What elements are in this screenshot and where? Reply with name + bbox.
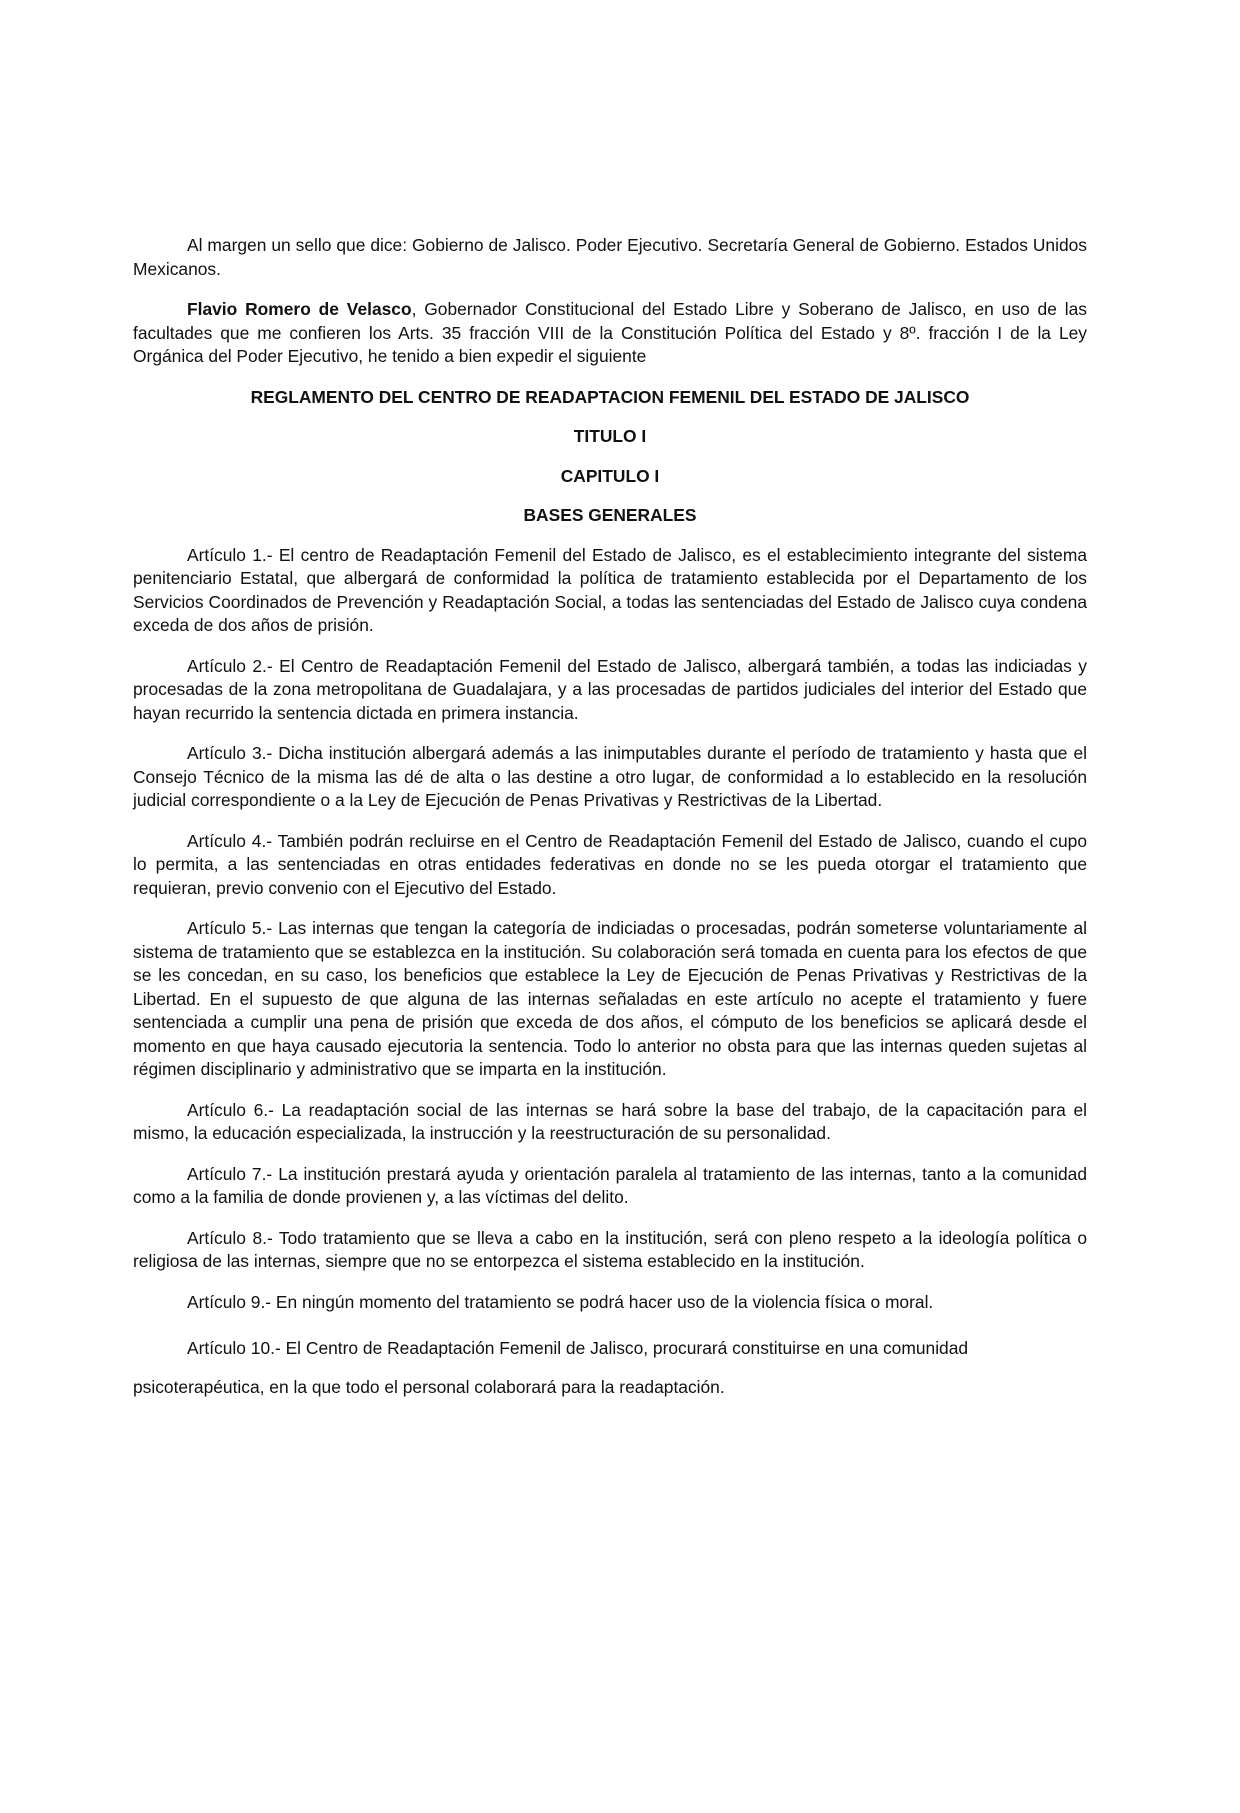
article-3: Artículo 3.- Dicha institución albergará además a las inimputables durante el período de tratamiento y hasta que el Consejo Técnico de la misma las dé de alta o las destine a otro lugar, de conformidad a lo establecido en la resolución judicial correspondiente o a la Ley de Ejecución de Penas Privativas y Restrictivas de la Libertad.: [133, 743, 1087, 810]
titulo-heading: TITULO I: [573, 426, 647, 446]
document-page: [133, 234, 1087, 1424]
article-8: Artículo 8.- Todo tratamiento que se lleva a cabo en la institución, será con pleno respeto a la ideología política o religiosa de las internas, siempre que no se entorpezca el sistema establecido en la institución.: [133, 1227, 1087, 1271]
capitulo-heading: CAPITULO I: [560, 465, 660, 486]
article-10: Artículo 10.- El Centro de Readaptación Femenil de Jalisco, procurará constituirse en una comunidad psicoterapéutica, en la que todo el personal colaborará para la readaptación.: [133, 1338, 969, 1397]
article-4: Artículo 4.- También podrán recluirse en el Centro de Readaptación Femenil del Estado de Jalisco, cuando el cupo lo permita, a las sentenciadas en otras entidades federativas en donde no se les pueda otorgar el tratamiento que requieran, previo convenio con el Ejecutivo del Estado.: [133, 830, 1087, 898]
article-7: Artículo 7.- La institución prestará ayuda y orientación paralela al tratamiento de las internas, tanto a la comunidad como a la familia de donde provienen y, a las víctimas del delito.: [133, 1163, 1087, 1207]
section-heading: BASES GENERALES: [523, 505, 697, 525]
article-2: Artículo 2.- El Centro de Readaptación Femenil del Estado de Jalisco, albergará también, a todas las indiciadas y procesadas de la zona metropolitana de Guadalajara, y a las procesadas de partidos judiciales del interior del Estado que hayan recurrido la sentencia dictada en primera instancia.: [133, 655, 1087, 723]
governor-paragraph: [133, 298, 1087, 369]
governor-text: , Gobernador Constitucional del Estado Libre y Soberano de Jalisco, en uso de las facultades que me confieren los Arts. 35 fracción VIII de la Constitución Política del Estado y 8º. fracción I de la Ley Orgánica del Poder Ejecutivo, he tenido a bien expedir el siguiente: [133, 299, 1087, 366]
article-6: Artículo 6.- La readaptación social de las internas se hará sobre la base del trabajo, de la capacitación para el mismo, la educación especializada, la instrucción y la reestructuración de su personalidad.: [133, 1099, 1087, 1143]
article-1: Artículo 1.- El centro de Readaptación Femenil del Estado de Jalisco, es el establecimiento integrante del sistema penitenciario Estatal, que albergará de conformidad la política de tratamiento establecida por el Departamento de los Servicios Coordinados de Prevención y Readaptación Social, a todas las sentenciadas del Estado de Jalisco cuya condena exceda de dos años de prisión.: [133, 544, 1087, 635]
regulation-title: REGLAMENTO DEL CENTRO DE READAPTACION FEMENIL DEL ESTADO DE JALISCO: [250, 386, 970, 407]
governor-name: Flavio Romero de Velasco: [187, 299, 412, 319]
preamble-paragraph: Al margen un sello que dice: Gobierno de Jalisco. Poder Ejecutivo. Secretaría General de Gobierno. Estados Unidos Mexicanos.: [133, 235, 1087, 279]
article-5: Artículo 5.- Las internas que tengan la categoría de indiciadas o procesadas, podrán someterse voluntariamente al sistema de tratamiento que se establezca en la institución. Su colaboración será tomada en cuenta para los efectos de que se les concedan, en su caso, los beneficios que establece la Ley de Ejecución de Penas Privativas y Restrictivas de la Libertad. En el supuesto de que alguna de las internas señaladas en este artículo no acepte el tratamiento y fuere sentenciada a cumplir una pena de prisión que exceda de dos años, el cómputo de los beneficios se aplicará desde el momento en que haya causado ejecutoria la sentencia. Todo lo anterior no obsta para que las internas queden sujetas al régimen disciplinario y administrativo que se imparta en la institución.: [133, 918, 1087, 1079]
article-9: Artículo 9.- En ningún momento del tratamiento se podrá hacer uso de la violencia física o moral.: [187, 1291, 934, 1312]
